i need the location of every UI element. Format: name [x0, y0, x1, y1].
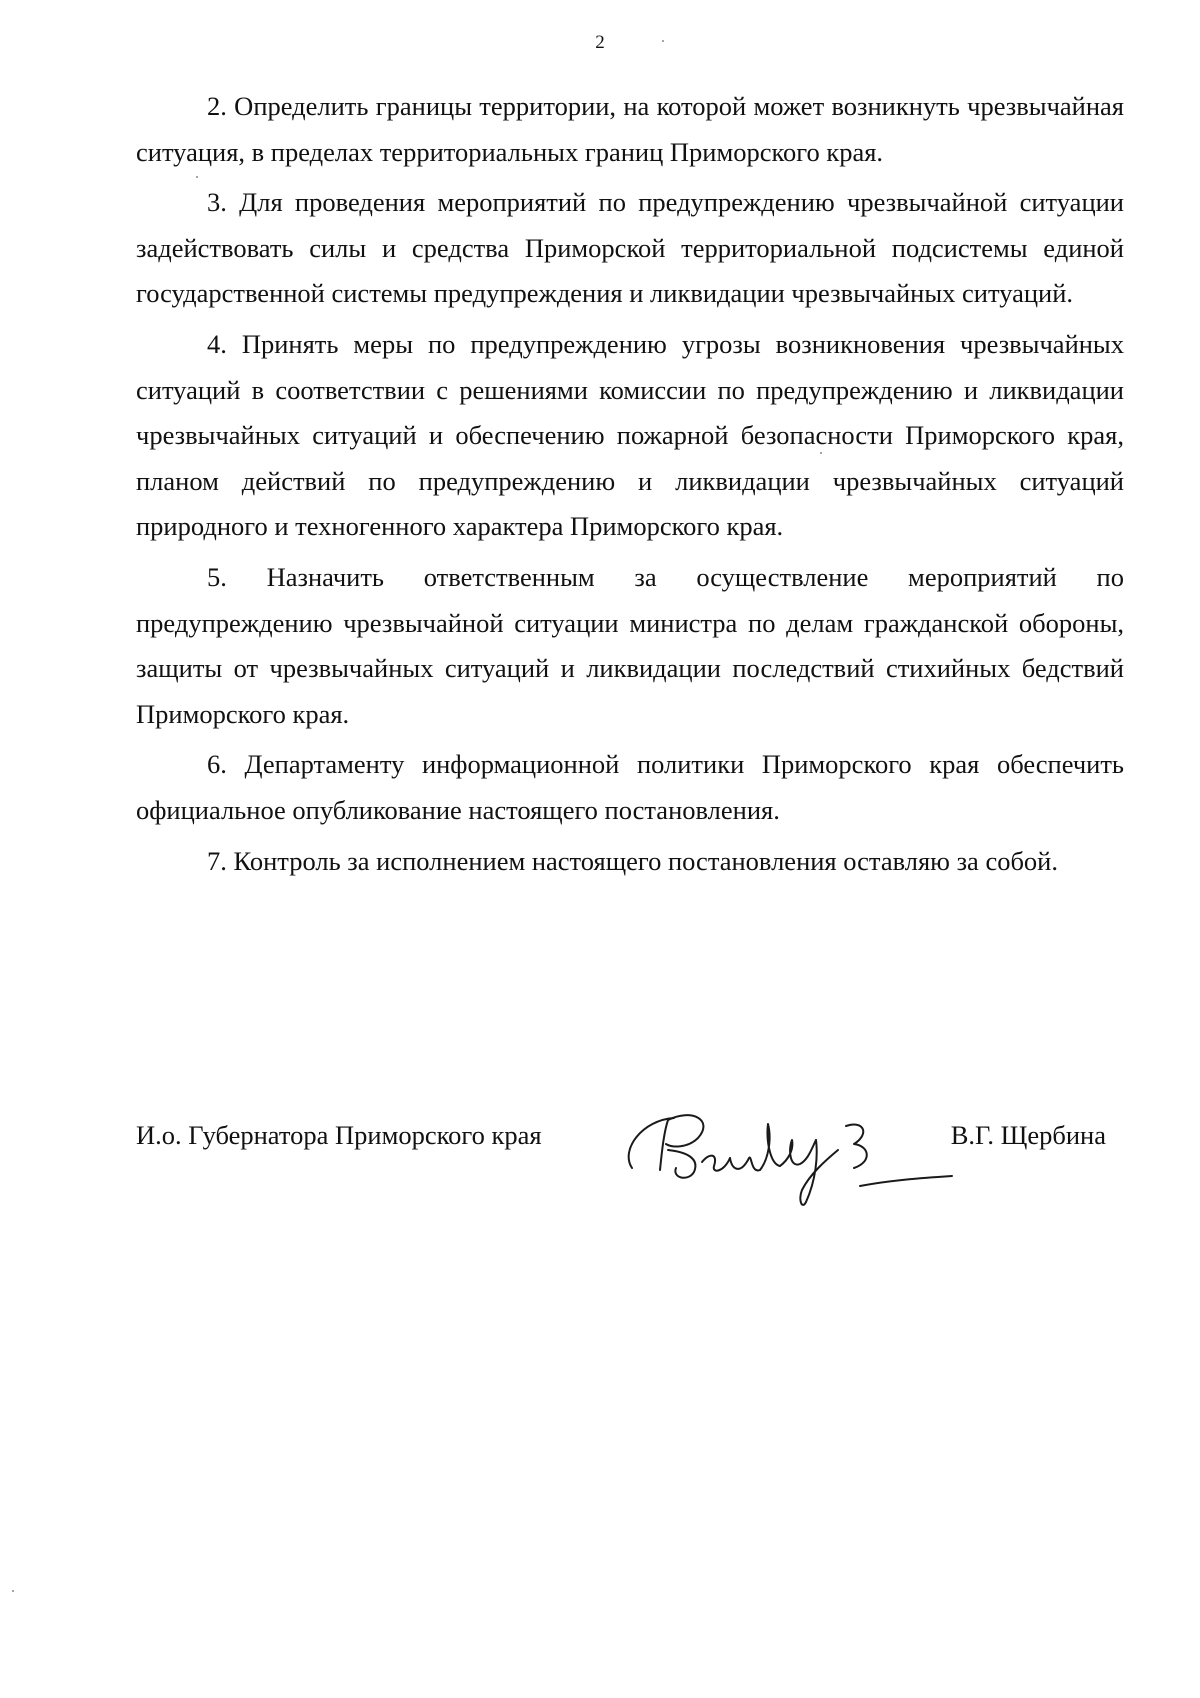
signatory-name: В.Г. Щербина	[950, 1120, 1106, 1150]
paragraph-4: 4. Принять меры по предупреждению угрозы возникновения чрезвычайных ситуаций в соответствии с решениями комиссии по предупреждению и ликвидации чрезвычайных ситуаций и обеспечению пожарной безопасности Приморского края, планом действий по предупреждению и ликвидации чрезвычайных ситуаций природного и техногенного характера Приморского края.	[136, 328, 1124, 542]
scan-speck	[662, 40, 664, 42]
signature-block	[136, 1116, 1124, 1226]
paragraph-6: 6. Департаменту информационной политики Приморского края обеспечить официальное опубликование настоящего постановления.	[136, 749, 1124, 825]
scan-speck	[820, 452, 822, 454]
paragraph-5: 5. Назначить ответственным за осуществление мероприятий по предупреждению чрезвычайной ситуации министра по делам гражданской обороны, защиты от чрезвычайных ситуаций и ликвидации последствий стихийных бедствий Приморского края.	[136, 561, 1124, 729]
paragraph-2: 2. Определить границы территории, на которой может возникнуть чрезвычайная ситуация, в пределах территориальных границ Приморского края.	[136, 91, 1124, 167]
paragraph-3: 3. Для проведения мероприятий по предупреждению чрезвычайной ситуации задействовать силы и средства Приморской территориальной подсистемы единой государственной системы предупреждения и ликвидации чрезвычайных ситуаций.	[136, 187, 1124, 309]
scan-speck	[196, 176, 198, 178]
document-body	[136, 84, 1124, 884]
signatory-position: И.о. Губернатора Приморского края	[136, 1120, 542, 1150]
scan-speck	[12, 1590, 14, 1592]
handwritten-signature	[602, 1090, 972, 1220]
page-number: 2	[595, 32, 605, 53]
paragraph-7: 7. Контроль за исполнением настоящего постановления оставляю за собой.	[207, 845, 1058, 876]
